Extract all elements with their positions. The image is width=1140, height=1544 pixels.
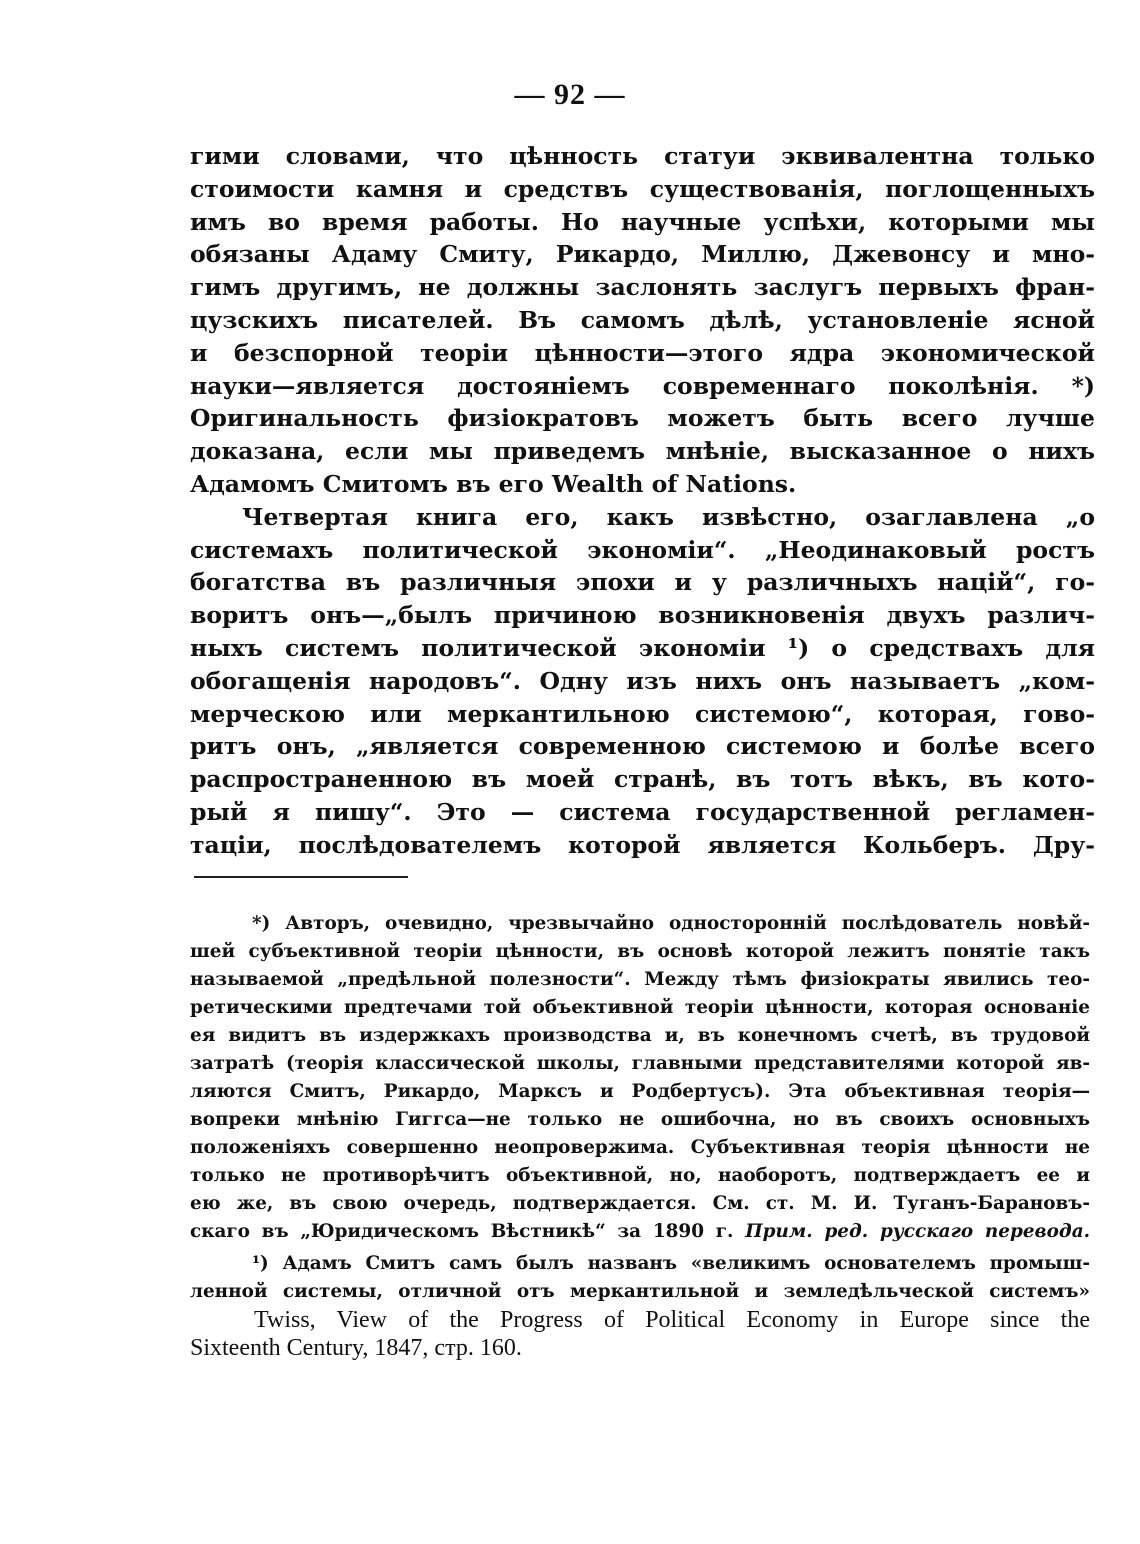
text-line: Адамомъ Смитомъ въ его Wealth of Nations. [190, 469, 797, 498]
footnote-line: только не противорѣчитъ объективной, но, наоборотъ, подтверждаетъ ее и [190, 1165, 1090, 1186]
footnote-line: шей субъективной теоріи цѣнности, въ основѣ которой лежитъ понятіе такъ [190, 941, 1090, 962]
footnote-source-line: Twiss, View of the Progress of Political Economy in Europe since the [254, 1307, 1090, 1333]
footnote-line: положеніяхъ совершенно неопровержима. Субъективная теорія цѣнности не [190, 1137, 1090, 1158]
text-line: имъ во время работы. Но научные успѣхи, которыми мы [190, 207, 1095, 236]
footnote-line: затратѣ (теорія классической школы, главными представителями которой яв- [190, 1053, 1090, 1074]
text-line: обогащенія народовъ“. Одну изъ нихъ онъ называетъ „ком- [190, 666, 1095, 695]
text-line: системахъ политической экономіи“. „Неодинаковый ростъ [190, 535, 1095, 564]
text-line: богатства въ различныя эпохи и у различныхъ націй“, го- [190, 568, 1095, 597]
text-line: таціи, послѣдователемъ которой является Кольберъ. Дру- [190, 830, 1095, 859]
footnote-line: *) Авторъ, очевидно, чрезвычайно односторонній послѣдователь новѣй- [252, 913, 1090, 934]
text-line: обязаны Адаму Смиту, Рикардо, Миллю, Джевонсу и мно- [190, 240, 1095, 269]
text-line: распространенною въ моей странѣ, въ тотъ вѣкъ, въ кото- [190, 765, 1095, 794]
footnote-line: ¹) Адамъ Смитъ самъ былъ названъ «великимъ основателемъ промыш- [252, 1253, 1090, 1274]
footnotes [190, 910, 1090, 1362]
footnote-line: ретическими предтечами той объективной теоріи цѣнности, которая основаніе [190, 997, 1090, 1018]
text-line: доказана, если мы приведемъ мнѣніе, высказанное о нихъ [190, 437, 1095, 466]
text-line: мерческою или меркантильною системою“, которая, гово- [190, 699, 1095, 728]
text-line: рый я пишу“. Это — система государственной регламен- [190, 797, 1095, 826]
text-line: гими словами, что цѣнность статуи эквивалентна только [190, 142, 1095, 170]
editor-note: Прим. ред. русскаго перевода. [745, 1221, 1091, 1242]
footnote-line: ея видитъ въ издержкахъ производства и, въ конечномъ счетѣ, въ трудовой [190, 1025, 1090, 1046]
footnote-divider [194, 876, 408, 878]
page-number: — 92 — [514, 78, 626, 111]
text-line: гимъ другимъ, не должны заслонять заслугъ первыхъ фран- [190, 273, 1095, 302]
footnote-source-line: Sixteenth Century, 1847, стр. 160. [190, 1335, 522, 1361]
text-line: науки—является достояніемъ современнаго поколѣнія. *) [190, 371, 1095, 400]
footnote-line: вопреки мнѣнію Гиггса—не только не ошибочна, но въ своихъ основныхъ [190, 1109, 1090, 1130]
main-text [190, 140, 1095, 862]
text-line: Оригинальность физіократовъ можетъ быть всего лучше [190, 404, 1095, 433]
footnote-line-text: скаго въ „Юридическомъ Вѣстникѣ“ за 1890 г. [190, 1221, 734, 1242]
text-line: стоимости камня и средствъ существованія, поглощенныхъ [190, 174, 1095, 203]
footnote-line: ляются Смитъ, Рикардо, Марксъ и Родбертусъ). Эта объективная теорія— [190, 1081, 1090, 1102]
text-line: Четвертая книга его, какъ извѣстно, озаглавлена „о [242, 502, 1095, 531]
footnote-line: ленной системы, отличной отъ меркантильной и земледѣльческой системъ» [190, 1281, 1090, 1302]
text-line: воритъ онъ—„былъ причиною возникновенія двухъ различ- [190, 601, 1095, 630]
text-line: цузскихъ писателей. Въ самомъ дѣлѣ, установленіе ясной [190, 305, 1095, 334]
text-line: ритъ онъ, „является современною системою и болѣе всего [190, 732, 1095, 761]
text-line: и безспорной теоріи цѣнности—этого ядра экономической [190, 338, 1095, 367]
footnote-line: ею же, въ свою очередь, подтверждается. См. ст. М. И. Туганъ-Барановъ- [190, 1193, 1090, 1214]
footnote-line [190, 1218, 1090, 1246]
text-line: ныхъ системъ политической экономіи ¹) о средствахъ для [190, 633, 1095, 662]
footnote-line: называемой „предѣльной полезности“. Между тѣмъ физіократы явились тео- [190, 969, 1090, 990]
